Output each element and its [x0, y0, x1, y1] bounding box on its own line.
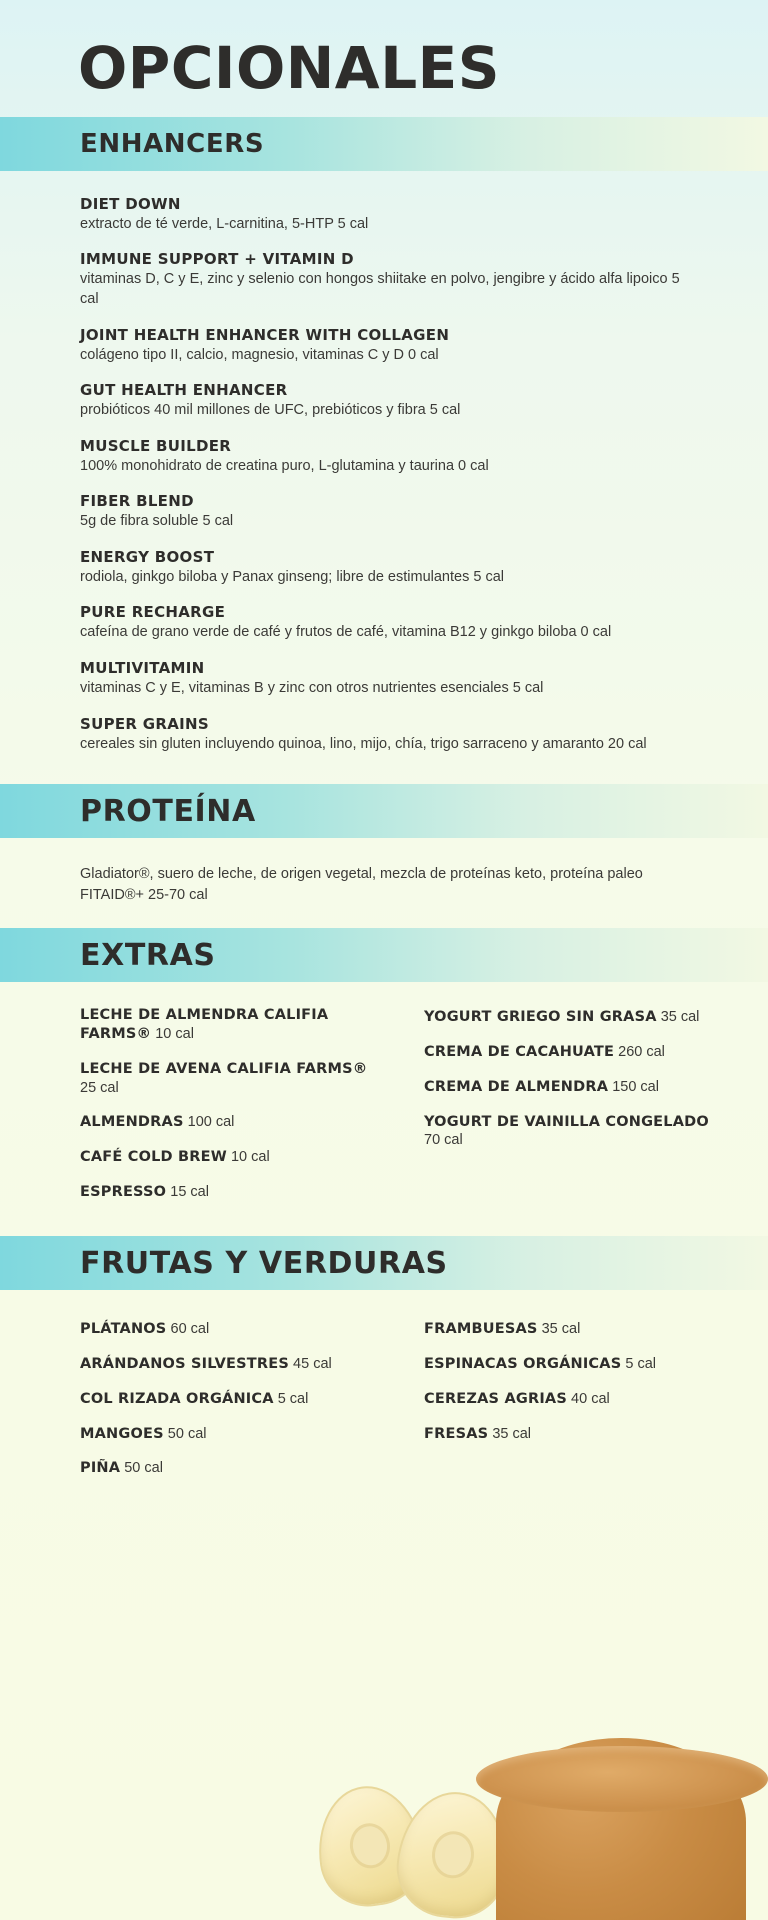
list-item: [424, 1320, 728, 1339]
banana-slice-icon: [392, 1787, 515, 1920]
item-description: colágeno tipo II, calcio, magnesio, vitaminas C y D 0 cal: [80, 346, 439, 363]
list-item: [80, 1060, 384, 1098]
item-name: LECHE DE AVENA CALIFIA FARMS®: [80, 1060, 368, 1077]
item-name: ENERGY BOOST: [80, 547, 215, 566]
list-item: [424, 1390, 728, 1409]
protein-description: Gladiator®, suero de leche, de origen vegetal, mezcla de proteínas keto, proteína paleo FITAID®+ 25-70 cal: [80, 866, 643, 904]
item-name: ESPINACAS ORGÁNICAS: [424, 1355, 622, 1372]
item-name: DIET DOWN: [80, 194, 181, 213]
item-name: CAFÉ COLD BREW: [80, 1149, 227, 1166]
list-item: [80, 1183, 384, 1202]
section-header-proteina: [0, 784, 768, 838]
item-description: probióticos 40 mil millones de UFC, prebióticos y fibra 5 cal: [80, 402, 461, 419]
item-description: cereales sin gluten incluyendo quinoa, lino, mijo, chía, trigo sarraceno y amaranto 20 cal: [80, 735, 647, 752]
extras-column-left: [80, 1006, 384, 1218]
item-name: MULTIVITAMIN: [80, 658, 205, 677]
item-name: ESPRESSO: [80, 1184, 167, 1201]
item-calories: 5 cal: [625, 1355, 657, 1372]
item-description: extracto de té verde, L-carnitina, 5-HTP 5 cal: [80, 215, 369, 232]
item-name: LECHE DE ALMENDRA CALIFIA FARMS®: [80, 1007, 329, 1042]
fruits-columns: [0, 1290, 768, 1512]
item-name: GUT HEALTH ENHANCER: [80, 381, 288, 400]
list-item: [80, 437, 708, 477]
list-item: [80, 1113, 384, 1132]
item-calories: 5 cal: [277, 1390, 309, 1407]
list-item: [424, 1355, 728, 1374]
fruits-column-left: [80, 1320, 384, 1494]
list-item: [80, 250, 708, 309]
item-description: vitaminas C y E, vitaminas B y zinc con otros nutrientes esenciales 5 cal: [80, 679, 544, 696]
page-title-wrap: [0, 0, 768, 117]
list-item: [80, 1390, 384, 1409]
banana-slice-icon: [310, 1779, 430, 1912]
item-calories: 60 cal: [170, 1321, 210, 1338]
list-item: [80, 659, 708, 699]
item-calories: 35 cal: [541, 1321, 581, 1338]
list-item: [424, 1425, 728, 1444]
item-name: YOGURT DE VAINILLA CONGELADO: [424, 1113, 709, 1130]
item-description: cafeína de grano verde de café y frutos de café, vitamina B12 y ginkgo biloba 0 cal: [80, 624, 612, 641]
item-description: 100% monohidrato de creatina puro, L-glutamina y taurina 0 cal: [80, 457, 489, 474]
list-item: [424, 1043, 728, 1062]
item-name: PURE RECHARGE: [80, 603, 226, 622]
item-name: COL RIZADA ORGÁNICA: [80, 1390, 274, 1407]
page-title: OPCIONALES: [78, 34, 501, 102]
list-item: [80, 548, 708, 588]
item-calories: 25 cal: [80, 1079, 119, 1096]
bottom-artwork: [0, 1740, 768, 1920]
list-item: [80, 1148, 384, 1167]
item-name: JOINT HEALTH ENHANCER WITH COLLAGEN: [80, 325, 450, 344]
list-item: [80, 715, 708, 755]
list-item: [424, 1008, 728, 1027]
item-description: rodiola, ginkgo biloba y Panax ginseng; libre de estimulantes 5 cal: [80, 568, 504, 585]
list-item: [80, 492, 708, 532]
list-item: [80, 1425, 384, 1444]
item-name: ALMENDRAS: [80, 1114, 184, 1131]
list-item: [80, 381, 708, 421]
item-name: ARÁNDANOS SILVESTRES: [80, 1355, 290, 1372]
section-title-proteina: PROTEÍNA: [80, 793, 256, 829]
enhancers-list: [0, 171, 768, 784]
item-name: IMMUNE SUPPORT + VITAMIN D: [80, 250, 354, 269]
item-calories: 35 cal: [660, 1009, 700, 1026]
extras-column-right: [424, 1006, 728, 1218]
item-calories: 50 cal: [124, 1460, 163, 1477]
list-item: [424, 1113, 728, 1151]
item-calories: 50 cal: [167, 1425, 207, 1442]
list-item: [80, 1006, 384, 1044]
item-name: FRAMBUESAS: [424, 1321, 538, 1338]
section-header-extras: [0, 928, 768, 982]
item-calories: 45 cal: [293, 1355, 332, 1372]
item-name: FRESAS: [424, 1425, 489, 1442]
item-description: 5g de fibra soluble 5 cal: [80, 513, 234, 530]
item-name: YOGURT GRIEGO SIN GRASA: [424, 1009, 657, 1026]
section-title-enhancers: ENHANCERS: [80, 128, 265, 159]
item-description: vitaminas D, C y E, zinc y selenio con hongos shiitake en polvo, jengibre y ácido alfa lipoico 5 cal: [80, 271, 680, 308]
item-calories: 35 cal: [492, 1425, 532, 1442]
section-header-frutas: [0, 1236, 768, 1290]
list-item: [80, 1355, 384, 1374]
item-calories: 260 cal: [618, 1043, 665, 1060]
item-name: FIBER BLEND: [80, 492, 194, 511]
item-name: PLÁTANOS: [80, 1321, 167, 1338]
item-calories: 70 cal: [424, 1132, 463, 1149]
peanut-butter-surface-icon: [476, 1746, 768, 1812]
item-name: MANGOES: [80, 1425, 164, 1442]
section-header-enhancers: [0, 117, 768, 171]
item-calories: 150 cal: [612, 1078, 659, 1095]
extras-columns: [0, 982, 768, 1236]
item-calories: 15 cal: [170, 1184, 209, 1201]
item-calories: 10 cal: [230, 1149, 270, 1166]
item-name: MUSCLE BUILDER: [80, 436, 232, 455]
item-calories: 10 cal: [155, 1025, 194, 1042]
section-title-frutas: FRUTAS Y VERDURAS: [80, 1245, 448, 1281]
item-name: CEREZAS AGRIAS: [424, 1390, 567, 1407]
list-item: [424, 1078, 728, 1097]
item-calories: 40 cal: [571, 1390, 610, 1407]
item-name: CREMA DE CACAHUATE: [424, 1043, 615, 1060]
list-item: [80, 326, 708, 366]
fruits-column-right: [424, 1320, 728, 1494]
list-item: [80, 195, 708, 235]
peanut-butter-jar-icon: [496, 1738, 746, 1920]
section-title-extras: EXTRAS: [80, 937, 216, 973]
item-name: CREMA DE ALMENDRA: [424, 1078, 609, 1095]
item-calories: 100 cal: [187, 1114, 235, 1131]
item-name: SUPER GRAINS: [80, 714, 210, 733]
item-name: PIÑA: [80, 1460, 121, 1477]
protein-body: [0, 838, 768, 928]
list-item: [80, 1320, 384, 1339]
list-item: [80, 1459, 384, 1478]
list-item: [80, 603, 708, 643]
